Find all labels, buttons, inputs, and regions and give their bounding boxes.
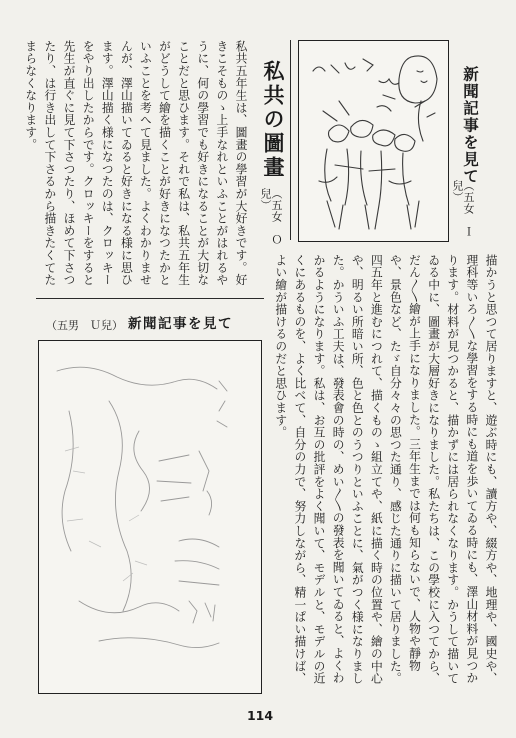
column-divider — [290, 40, 291, 240]
article2-title: 私共の圖畫 — [261, 60, 286, 180]
page-number: 114 — [246, 708, 274, 723]
lower-left-sketch — [38, 340, 262, 694]
sketch-drawing — [299, 41, 448, 241]
article1-title: 新聞記事を見て — [461, 66, 480, 185]
figure-caption-author: （五男 Ｕ兒） — [46, 319, 123, 332]
article1-author: （五女 Ｉ兒） — [451, 180, 475, 238]
faint-sketch-drawing — [39, 341, 261, 693]
figure-caption-title: 新聞記事を見て — [128, 316, 233, 332]
top-right-sketch — [298, 40, 449, 242]
article1-body: 描かうと思つて居りますと、遊ぶ時にも、讀方や、綴方や、地理や、國史や、理科等いろ〳〵な學習をする時にも道を歩いてゐる時にも、澤山材料が見つかります。材料が見つかると、描かずには居られなくなります。かうして描いてゐる中に、圖畫が大層好きになりました。私たちは、この學校に入つてから、だん〳〵繪が上手になりました。三年生までは何も知らないで、人物や靜物や、景色など、たゞ自分々々の思つた通り、感じた通りに描いて居りました。四五年と進むにつれて、描くものゝ組立てや、紙に描く時の位置や、繪の中心や、明るい所暗い所、色と色とのうつりといふことに、氣がつく様になりました。かういふ工夫は、發表會の時の、めい〳〵の發表を聞いてゐると、よくわかるようになります。私は、お互の批評をよく聞いて、モデルと、モデルの近くにあるものを、よく比べて、自分の力で、努力しながら、精一ぱい描けば、よい繪が描けるのだと思ひます。 — [273, 254, 498, 685]
article2-author: （五女 Ｏ兒） — [259, 188, 283, 246]
article2-body: 私共五年生は、圖畫の學習が大好きです。好きこそものゝ上手なれといふことがはれるやうに、何の學習でも好きになることが大切なことだと思ひます。それで私は、私共五年生がどうして繪を描くことが好きになつたかといふことを考へて見ました。よくわかりませんが、澤山描いてゐると好きになる様に思ひます。澤山描く様になつたのは、クロッキーをやり出したからです。クロッキーをすると先生が直ぐに見て下さつたり、ほめて下さつたり、は行き出して下さるから描きたくてたまらなくなります。 — [23, 40, 248, 286]
section-divider — [36, 298, 264, 299]
